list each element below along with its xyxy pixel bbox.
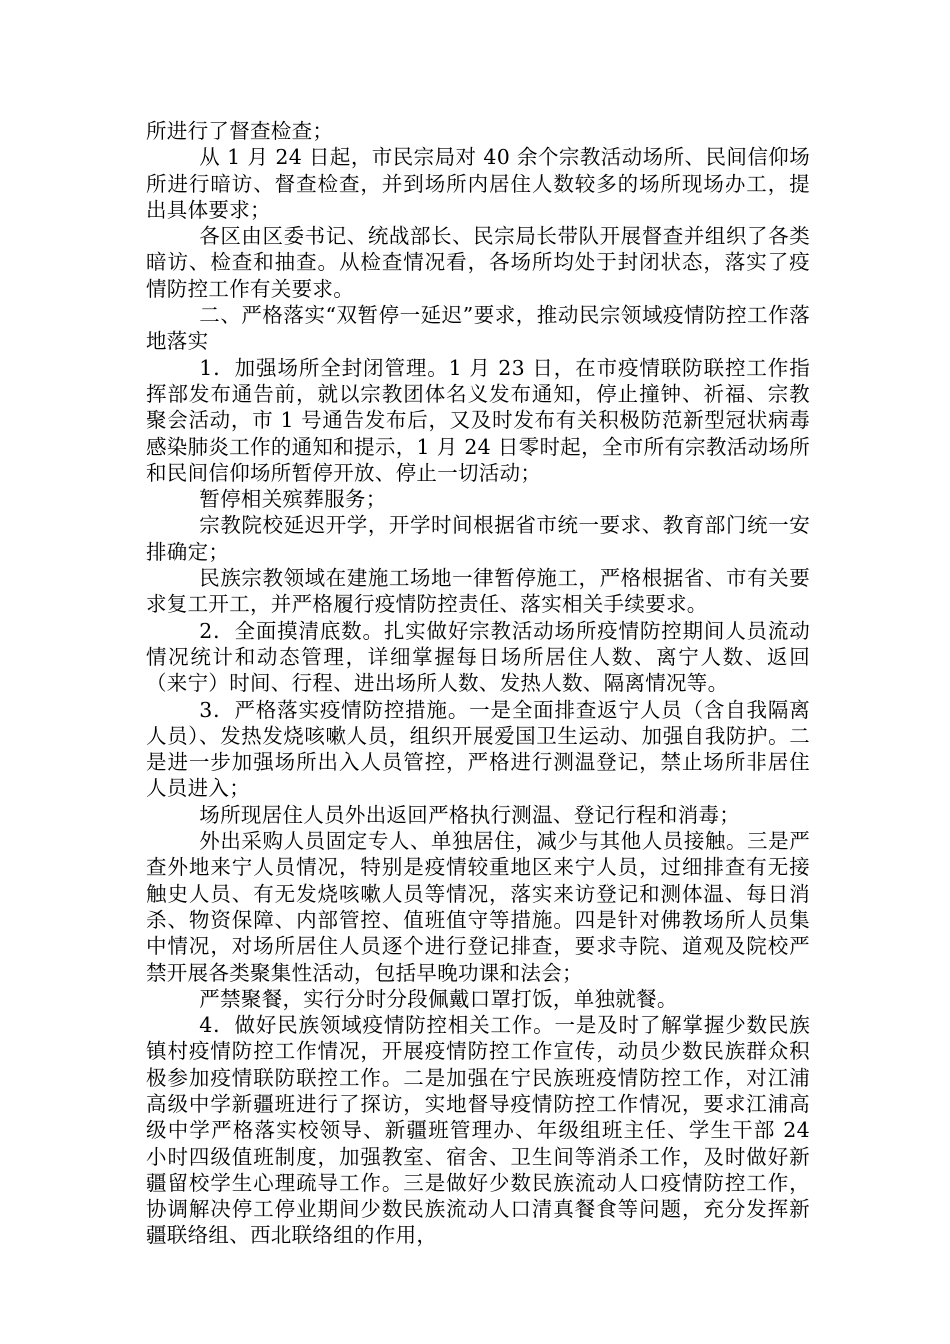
paragraph: 2．全面摸清底数。扎实做好宗教活动场所疫情防控期间人员流动情况统计和动态管理，详细掌握每日场所居住人数、离宁人数、返回（来宁）时间、行程、进出场所人数、发热人数、隔离情况等。 <box>146 618 810 696</box>
paragraph: 外出采购人员固定专人、单独居住，减少与其他人员接触。三是严查外地来宁人员情况，特别是疫情较重地区来宁人员，过细排查有无接触史人员、有无发烧咳嗽人员等情况，落实来访登记和测体温、每日消杀、物资保障、内部管控、值班值守等措施。四是针对佛教场所人员集中情况，对场所居住人员逐个进行登记排查，要求寺院、道观及院校严禁开展各类聚集性活动，包括早晚功课和法会； <box>146 829 810 985</box>
document-page <box>146 118 810 1249</box>
paragraph: 所进行了督查检查； <box>146 119 334 143</box>
paragraph: 1．加强场所全封闭管理。1 月 23 日，在市疫情联防联控工作指挥部发布通告前，就以宗教团体名义发布通知，停止撞钟、祈福、宗教聚会活动，市 1 号通告发布后，又及时发布有关积极防范新型冠状病毒感染肺炎工作的通知和提示，1 月 24 日零时起，全市所有宗教活动场所和民间信仰场所暂停开放、停止一切活动； <box>146 355 810 485</box>
paragraph: 宗教院校延迟开学，开学时间根据省市统一要求、教育部门统一安排确定； <box>146 513 810 564</box>
paragraph: 4．做好民族领域疫情防控相关工作。一是及时了解掌握少数民族镇村疫情防控工作情况，开展疫情防控工作宣传，动员少数民族群众积极参加疫情联防联控工作。二是加强在宁民族班疫情防控工作，对江浦高级中学新疆班进行了探访，实地督导疫情防控工作情况，要求江浦高级中学严格落实校领导、新疆班管理办、年级组班主任、学生干部 24 小时四级值班制度，加强教室、宿舍、卫生间等消杀工作，及时做好新疆留校学生心理疏导工作。三是做好少数民族流动人口疫情防控工作，协调解决停工停业期间少数民族流动人口清真餐食等问题，充分发挥新疆联络组、西北联络组的作用， <box>146 1013 810 1248</box>
paragraph: 从 1 月 24 日起，市民宗局对 40 余个宗教活动场所、民间信仰场所进行暗访、督查检查，并到场所内居住人数较多的场所现场办工，提出具体要求； <box>146 145 810 222</box>
paragraph: 各区由区委书记、统战部长、民宗局长带队开展督查并组织了各类暗访、检查和抽查。从检查情况看，各场所均处于封闭状态，落实了疫情防控工作有关要求。 <box>146 224 810 301</box>
paragraph: 场所现居住人员外出返回严格执行测温、登记行程和消毒； <box>199 802 741 827</box>
paragraph: 民族宗教领域在建施工场地一律暂停施工，严格根据省、市有关要求复工开工，并严格履行疫情防控责任、落实相关手续要求。 <box>146 566 810 617</box>
paragraph: 二、严格落实“双暂停一延迟”要求，推动民宗领域疫情防控工作落地落实 <box>146 303 810 354</box>
paragraph: 3．严格落实疫情防控措施。一是全面排查返宁人员（含自我隔离人员）、发热发烧咳嗽人员，组织开展爱国卫生运动、加强自我防护。二是进一步加强场所出入人员管控，严格进行测温登记，禁止场所非居住人员进入； <box>146 697 810 801</box>
paragraph: 严禁聚餐，实行分时分段佩戴口罩打饭，单独就餐。 <box>199 986 678 1011</box>
paragraph: 暂停相关殡葬服务； <box>199 487 387 512</box>
